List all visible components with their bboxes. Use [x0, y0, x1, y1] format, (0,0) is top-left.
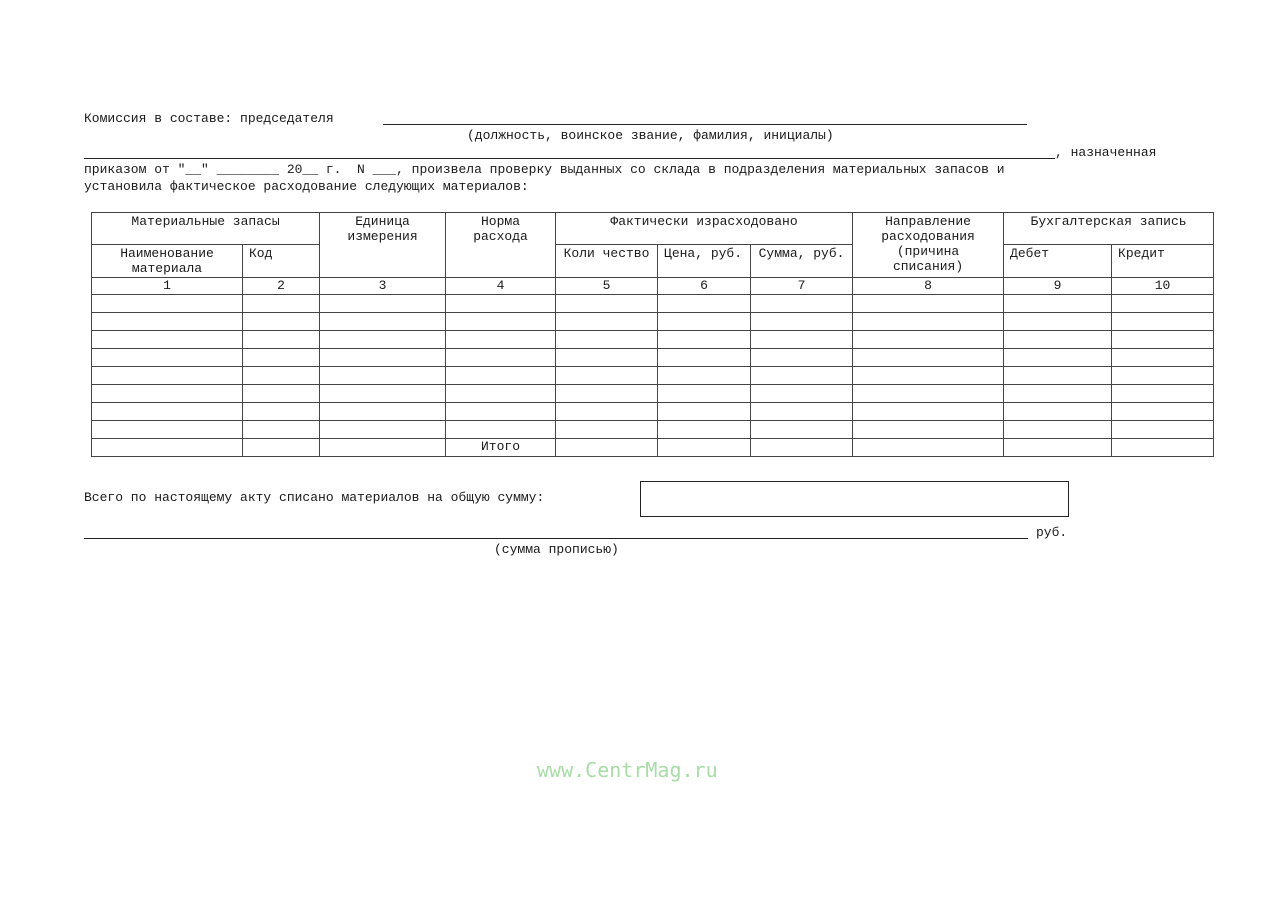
- table-cell[interactable]: [1004, 313, 1112, 331]
- table-cell[interactable]: [751, 439, 853, 457]
- table-cell[interactable]: [556, 349, 658, 367]
- header-name: Наименование материала: [92, 245, 243, 278]
- table-cell[interactable]: [446, 349, 556, 367]
- table-cell[interactable]: [1112, 295, 1214, 313]
- total-row: [92, 439, 1214, 457]
- table-cell[interactable]: [243, 403, 320, 421]
- table-cell[interactable]: [751, 349, 853, 367]
- header-price: Цена, руб.: [658, 245, 751, 278]
- table-cell[interactable]: [1004, 295, 1112, 313]
- table-cell[interactable]: [658, 313, 751, 331]
- table-cell[interactable]: [853, 403, 1004, 421]
- table-cell[interactable]: [1004, 349, 1112, 367]
- table-cell[interactable]: [320, 421, 446, 439]
- header-materials-group: Материальные запасы: [92, 213, 320, 245]
- table-cell[interactable]: [1112, 367, 1214, 385]
- watermark-text: www.CentrMag.ru: [537, 758, 718, 782]
- table-row: [92, 331, 1214, 349]
- table-cell[interactable]: [446, 421, 556, 439]
- table-cell[interactable]: [320, 331, 446, 349]
- table-cell[interactable]: [243, 295, 320, 313]
- table-cell[interactable]: [1112, 385, 1214, 403]
- table-cell[interactable]: [92, 439, 243, 457]
- column-number: 10: [1112, 278, 1214, 295]
- table-cell[interactable]: [751, 313, 853, 331]
- appointed-label: , назначенная: [1055, 145, 1157, 160]
- table-cell[interactable]: [243, 385, 320, 403]
- table-cell[interactable]: [556, 367, 658, 385]
- header-norm: Норма расхода: [446, 213, 556, 278]
- header-accounting-group: Бухгалтерская запись: [1004, 213, 1214, 245]
- members-line: [84, 158, 1055, 159]
- table-cell[interactable]: [556, 439, 658, 457]
- table-cell[interactable]: [658, 295, 751, 313]
- header-credit: Кредит: [1112, 245, 1214, 278]
- table-cell[interactable]: [1112, 439, 1214, 457]
- order-line: приказом от "__" ________ 20__ г. N ___, произвела проверку выданных со склада в подразделения материальных запасов и: [84, 162, 1005, 177]
- table-row: [92, 295, 1214, 313]
- column-number: 2: [243, 278, 320, 295]
- table-cell[interactable]: [243, 421, 320, 439]
- header-quantity: Коли чество: [556, 245, 658, 278]
- column-number: 3: [320, 278, 446, 295]
- table-cell[interactable]: [751, 295, 853, 313]
- table-cell[interactable]: [92, 385, 243, 403]
- table-cell[interactable]: [556, 313, 658, 331]
- established-line: установила фактическое расходование следующих материалов:: [84, 179, 529, 194]
- table-cell[interactable]: [1004, 403, 1112, 421]
- table-cell[interactable]: [320, 295, 446, 313]
- table-cell[interactable]: [1112, 313, 1214, 331]
- table-row: [92, 367, 1214, 385]
- table-cell[interactable]: [92, 313, 243, 331]
- table-cell[interactable]: [92, 367, 243, 385]
- materials-table: [91, 212, 1214, 457]
- table-cell[interactable]: [853, 349, 1004, 367]
- table-cell[interactable]: [658, 349, 751, 367]
- table-cell[interactable]: [446, 331, 556, 349]
- table-cell[interactable]: [658, 385, 751, 403]
- table-cell[interactable]: [751, 331, 853, 349]
- table-cell[interactable]: [92, 331, 243, 349]
- table-cell[interactable]: [446, 313, 556, 331]
- table-cell[interactable]: [92, 349, 243, 367]
- table-row: [92, 313, 1214, 331]
- table-cell[interactable]: [658, 403, 751, 421]
- table-cell[interactable]: [658, 421, 751, 439]
- total-sum-field[interactable]: [640, 481, 1069, 517]
- table-row: [92, 385, 1214, 403]
- table-cell[interactable]: [853, 421, 1004, 439]
- table-cell[interactable]: [556, 421, 658, 439]
- table-cell[interactable]: [1112, 349, 1214, 367]
- table-row: [92, 403, 1214, 421]
- currency-label: руб.: [1036, 525, 1068, 540]
- table-cell[interactable]: [320, 385, 446, 403]
- column-number: 1: [92, 278, 243, 295]
- table-cell[interactable]: [92, 421, 243, 439]
- total-written-off-label: Всего по настоящему акту списано материалов на общую сумму:: [84, 490, 545, 505]
- column-numbers-row: [92, 278, 1214, 295]
- table-cell[interactable]: [1004, 421, 1112, 439]
- table-cell[interactable]: [243, 439, 320, 457]
- column-number: 7: [751, 278, 853, 295]
- table-cell[interactable]: [556, 385, 658, 403]
- table-cell[interactable]: [243, 349, 320, 367]
- column-number: 8: [853, 278, 1004, 295]
- table-cell[interactable]: [751, 421, 853, 439]
- table-cell[interactable]: [1004, 367, 1112, 385]
- table-cell[interactable]: [1112, 421, 1214, 439]
- header-actual-group: Фактически израсходовано: [556, 213, 853, 245]
- table-cell[interactable]: [446, 385, 556, 403]
- table-cell[interactable]: [1112, 403, 1214, 421]
- table-cell[interactable]: [853, 295, 1004, 313]
- table-cell[interactable]: [446, 403, 556, 421]
- table-cell[interactable]: [751, 367, 853, 385]
- table-cell[interactable]: [92, 403, 243, 421]
- table-cell[interactable]: [320, 349, 446, 367]
- chairman-line: [383, 124, 1027, 125]
- column-number: 5: [556, 278, 658, 295]
- table-cell[interactable]: [92, 295, 243, 313]
- table-cell[interactable]: [243, 331, 320, 349]
- table-cell[interactable]: [320, 403, 446, 421]
- table-cell[interactable]: [853, 385, 1004, 403]
- total-label: Итого: [446, 439, 556, 457]
- table-cell[interactable]: [243, 313, 320, 331]
- table-cell[interactable]: [320, 367, 446, 385]
- table-cell[interactable]: [658, 331, 751, 349]
- table-cell[interactable]: [751, 385, 853, 403]
- table-cell[interactable]: [320, 313, 446, 331]
- table-cell[interactable]: [1004, 331, 1112, 349]
- commission-label: Комиссия в составе: председателя: [84, 111, 334, 126]
- header-code: Код: [243, 245, 320, 278]
- table-cell[interactable]: [320, 439, 446, 457]
- column-number: 6: [658, 278, 751, 295]
- table-cell[interactable]: [243, 367, 320, 385]
- table-cell[interactable]: [853, 367, 1004, 385]
- table-cell[interactable]: [853, 331, 1004, 349]
- chairman-caption: (должность, воинское звание, фамилия, инициалы): [467, 128, 834, 143]
- table-cell[interactable]: [556, 295, 658, 313]
- table-cell[interactable]: [556, 403, 658, 421]
- table-cell[interactable]: [853, 439, 1004, 457]
- header-debit: Дебет: [1004, 245, 1112, 278]
- table-cell[interactable]: [1112, 331, 1214, 349]
- sum-in-words-line[interactable]: [84, 538, 1028, 539]
- table-cell[interactable]: [658, 367, 751, 385]
- table-row: [92, 421, 1214, 439]
- table-cell[interactable]: [1004, 385, 1112, 403]
- header-unit: Единица измерения: [320, 213, 446, 278]
- sum-in-words-caption: (сумма прописью): [494, 542, 619, 557]
- table-cell[interactable]: [751, 403, 853, 421]
- header-direction: Направление расходования (причина списания): [853, 213, 1004, 278]
- table-cell[interactable]: [556, 331, 658, 349]
- header-sum: Сумма, руб.: [751, 245, 853, 278]
- table-row: [92, 349, 1214, 367]
- column-number: 9: [1004, 278, 1112, 295]
- table-cell[interactable]: [658, 439, 751, 457]
- table-cell[interactable]: [1004, 439, 1112, 457]
- table-cell[interactable]: [853, 313, 1004, 331]
- table-cell[interactable]: [446, 295, 556, 313]
- column-number: 4: [446, 278, 556, 295]
- table-cell[interactable]: [446, 367, 556, 385]
